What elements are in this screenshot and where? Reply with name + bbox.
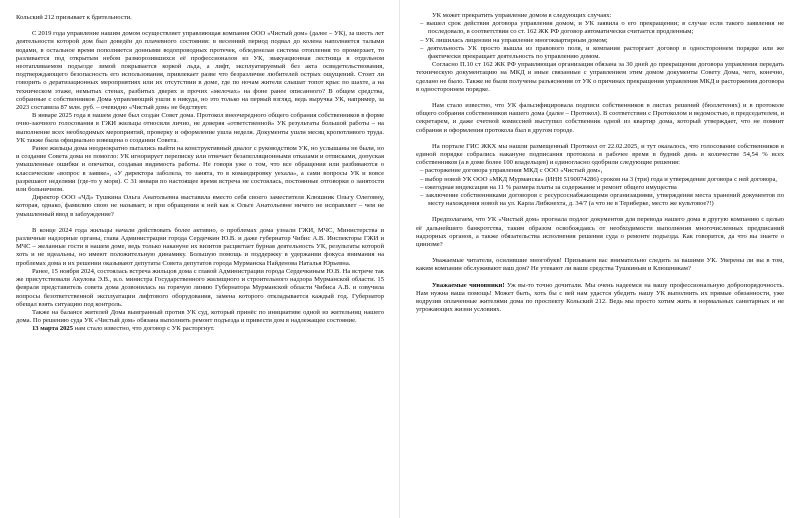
paragraph: В конце 2024 года жильцы начали действовать более активно, о проблемах дома узнали ГЖИ, МЧС, Министерства и различные надзорные органы, глава Администрации города Сердечкин Ю.В. и даже губернатор Чибис А.В. Инспекторы ГЖИ и МЧС – желанные гости в нашем доме, ведь только накануне их визитов расцветает бурная деятельность УК, результаты которой хоть и не идеальны, но имеют положительную динамику. Большую помощь и поддержку в удержании фокуса внимания на проблемах дома и их решении оказывают депутаты Совета депутатов города Мурманска Найденова Наталья Юрьевна. [16, 226, 384, 267]
case-item: – вышел срок действия договора управления домом, и УК заявила о его прекращении; в случае если такого заявления не последовало, в соответствии со ст. 162 ЖК РФ договор автоматически считается продленным; [420, 20, 784, 36]
paragraph: С 2019 года управление нашим домом осуществляет управляющая компания ООО «Чистый дом» (далее – УК), за шесть лет деятельности которой дом был доведён до плачевного состояния: в весенний период подвал до колена наполняется талыми водами, в остальное время пополняется донными водопроводных протечек, обледенелая система отопления то промерзает, то разливается под открытым небом разморозившихся её профессионалов из УК, эвакуационная лестница в отдельном неотапливаемом подъезде зимой покрывается коркой льда, а лифт, эксплуатируемый без акта освидетельствования, подтверждающего безопасность его использования, привлекает разве что безразличие любителей острых ощущений. Стоит ли говорить о дератизационных мероприятиях или их отсутствии в доме, где по ночам жители слышат топот крыс по шахте, а на техническом этаже, немытых стенах, разбитых дверях и прочих «мелочах» на фоне ранее описанного? В общем средства, собранные с собственников Дома управляющий ушли в никуда, но это только на первый взгляд, ведь выручка УК, например, за 2023 составила 87 млн. руб. – очевидно «Чистый дом» не бедствует. [16, 30, 384, 112]
right-page [400, 0, 800, 518]
paragraph: Нам стало известно, что УК фальсифицировала подписи собственников в листах решений (бюллетенях) и в протоколе общего собрания собственников нашего дома (далее – Протокол). В соответствии с Протоколом и ведомостью, в председателем, и секретарем, и даже счетной комиссией выступил собственник одной из квартир дома, который утверждает, что не помнит собрания и оформления протокола был в другом городе. [416, 102, 784, 134]
intro-line: Кольский 212 призывает к бдительности. [16, 14, 132, 21]
paragraph: Также на балансе жителей Дома выигранный против УК суд, который принёс по инициативе одной из жительниц нашего дома. По решению суда УК «Чистый дом» обязана выполнить ремонт подъезда и привести дом в надлежащее состояние. [16, 308, 384, 325]
closing-text: Уж вы-то точно дочитали. Мы очень надеемся на вашу профессиональную добропорядочность. Нам нужна ваша помощь! Может быть, хоть бы с вей нам удастся убедить нашу УК выполнить их прямые обязанности, уже водрузив оплаченные жителями дома по проспекту Кольский 212. Ведь мы просто хотим жить в нормальных санитарных и не угрожающих жизни условиях. [416, 281, 785, 314]
decision-item: – расторжение договора управления МКД с ООО «Чистый дом», [420, 167, 603, 175]
paragraph: На портале ГИС ЖКХ мы нашли размещенный Протокол от 22.02.2025, и тут оказалось, что голосование собственников в единой порядке собрались накануне подписания протокола в рабочее время в будний день в количестве 54,54 % всех собственников (а в доме более 100 владельцев) и единогласно одобрили следующие решения: [416, 142, 784, 167]
paragraph: Ранее, 15 ноября 2024, состоялась встреча жильцов дома с главой Администрации города Сердечкиным Ю.В. На встрече так же присутствовали Акулова Э.В., и.о. министра Государственного жилищного и строительного надзора Мурманской области. 15 февраля представитель совета дома дозвонилась на горячую линию Губернатора Мурманской области Чибиса А.В. и озвучила вопросы безответственной эксплуатации лифтового оборудования, замена которого откладывается каждый год. Губернатор обещал взять ситуацию под контроль. [16, 267, 384, 308]
last-text: нам стало известно, что договор с УК расторгнут. [73, 325, 215, 333]
paragraph: Предполагаем, что УК «Чистый дом» прогнала подлог документов для перевода нашего дома в другую компанию с целью её дальнейшего банкротства, таким образом освобождаясь от необходимости выполнения многочисленных предписаний надзорных органов, а также обязательства исполнения решения суда о ремонте подъезда. Как говорится, да что вы знаете о цинизме? [416, 216, 784, 249]
appeal-paragraph: Уважаемые читатели, осилившие многобукв! Призываем вас внимательно следить за вашими УК. Уверены ли вы в том, каким компании обслуживают ваш дом? Не утекают ли ваши средства Тушкиным и Клюшникам? [416, 257, 784, 273]
paragraph: Согласно П.10 ст 162 ЖК РФ управляющая организация обязана за 30 дней до прекращения договора управления передать техническую документацию на МКД и иные связанные с управлением этим домом документы Совету Дома, чего, конечно, сделано не было. Также не были получены разъяснения от УК о причинах прекращения управления МКД и расторжения договора в одностороннем порядке. [416, 61, 784, 93]
case-item: – УК лишилась лицензии на управление многоквартирным домом; [420, 36, 608, 44]
decision-item: – выбор новой УК ООО «МКД Мурманска» (ИНН 5190074286) сроком на 3 (три) года и утверждение договора с ней договора, [420, 175, 778, 183]
paragraph: Ранее жильцы дома неоднократно пытались выйти на конструктивный диалог с руководством УК, но услышаны не были, но и создание Совета дома не помогло: УК игнорирует переписку или отвечает безапелляционными отказами и отписками, допуская умышленные ошибки и опечатки, создавая видимость работы. Не говоря уже о том, что все обращения или разбиваются о классические «вопрос в заявке», «У директора заболела, то занята, то в командировку уехала», а сами вопросы УК и вовсе разрешают неделями (где-то у моря). С 31 января по настоящее время встреча не состоялась, постоянные отговорки о занятости или больничном. [16, 145, 384, 194]
list-intro: УК может прекратить управление домом в следующих случаях: [432, 12, 612, 19]
closing-lead: Уважаемые чиновники! [432, 281, 505, 289]
decision-item: – заключение собственниками договоров с ресурсоснабжающими организациями, утверждения места хранений документов по месту нахождения новой на ул. Карла Либкнехта, д. 34/7 (а что не в Териберке, место же культовое?!) [420, 192, 784, 208]
date-text: 13 марта 2025 [32, 325, 74, 333]
last-paragraph [16, 325, 384, 333]
paragraph: Директор ООО «ЧД» Тушкина Ольга Анатольевна выставила вместо себя своего заместителя Клюшник Ольгу Олеговну, которая, однако, фамилию свою не называет, и при обращении к ней как к Ольге Анатольевне ничего не исправляет – чем не умышленный ввод в заблуждение? [16, 194, 384, 218]
case-item: – деятельность УК просто вышла из правового поля, и компания расторгает договор в одностороннем порядке или же фактически прекращает деятельность по управлению домом. [420, 44, 784, 61]
decision-item: – ежегодная индексация на 11 % размера платы за содержание и ремонт общего имущества [420, 183, 677, 191]
paragraph: В январе 2025 года в нашем доме был создан Совет дома. Протокол внеочередного общего собрания собственников в форме очно-заочного голосования в ГЖИ жильцы относили лично, не доверяя «ответственной» УК результаты большой работы – на выполнение всех необходимых мероприятий, проверку и оформление ушла неделя. Документы ушли месяц кропотливого труда. УК также была официально извещена о создании Совета. [16, 112, 384, 144]
closing-paragraph [416, 282, 784, 315]
